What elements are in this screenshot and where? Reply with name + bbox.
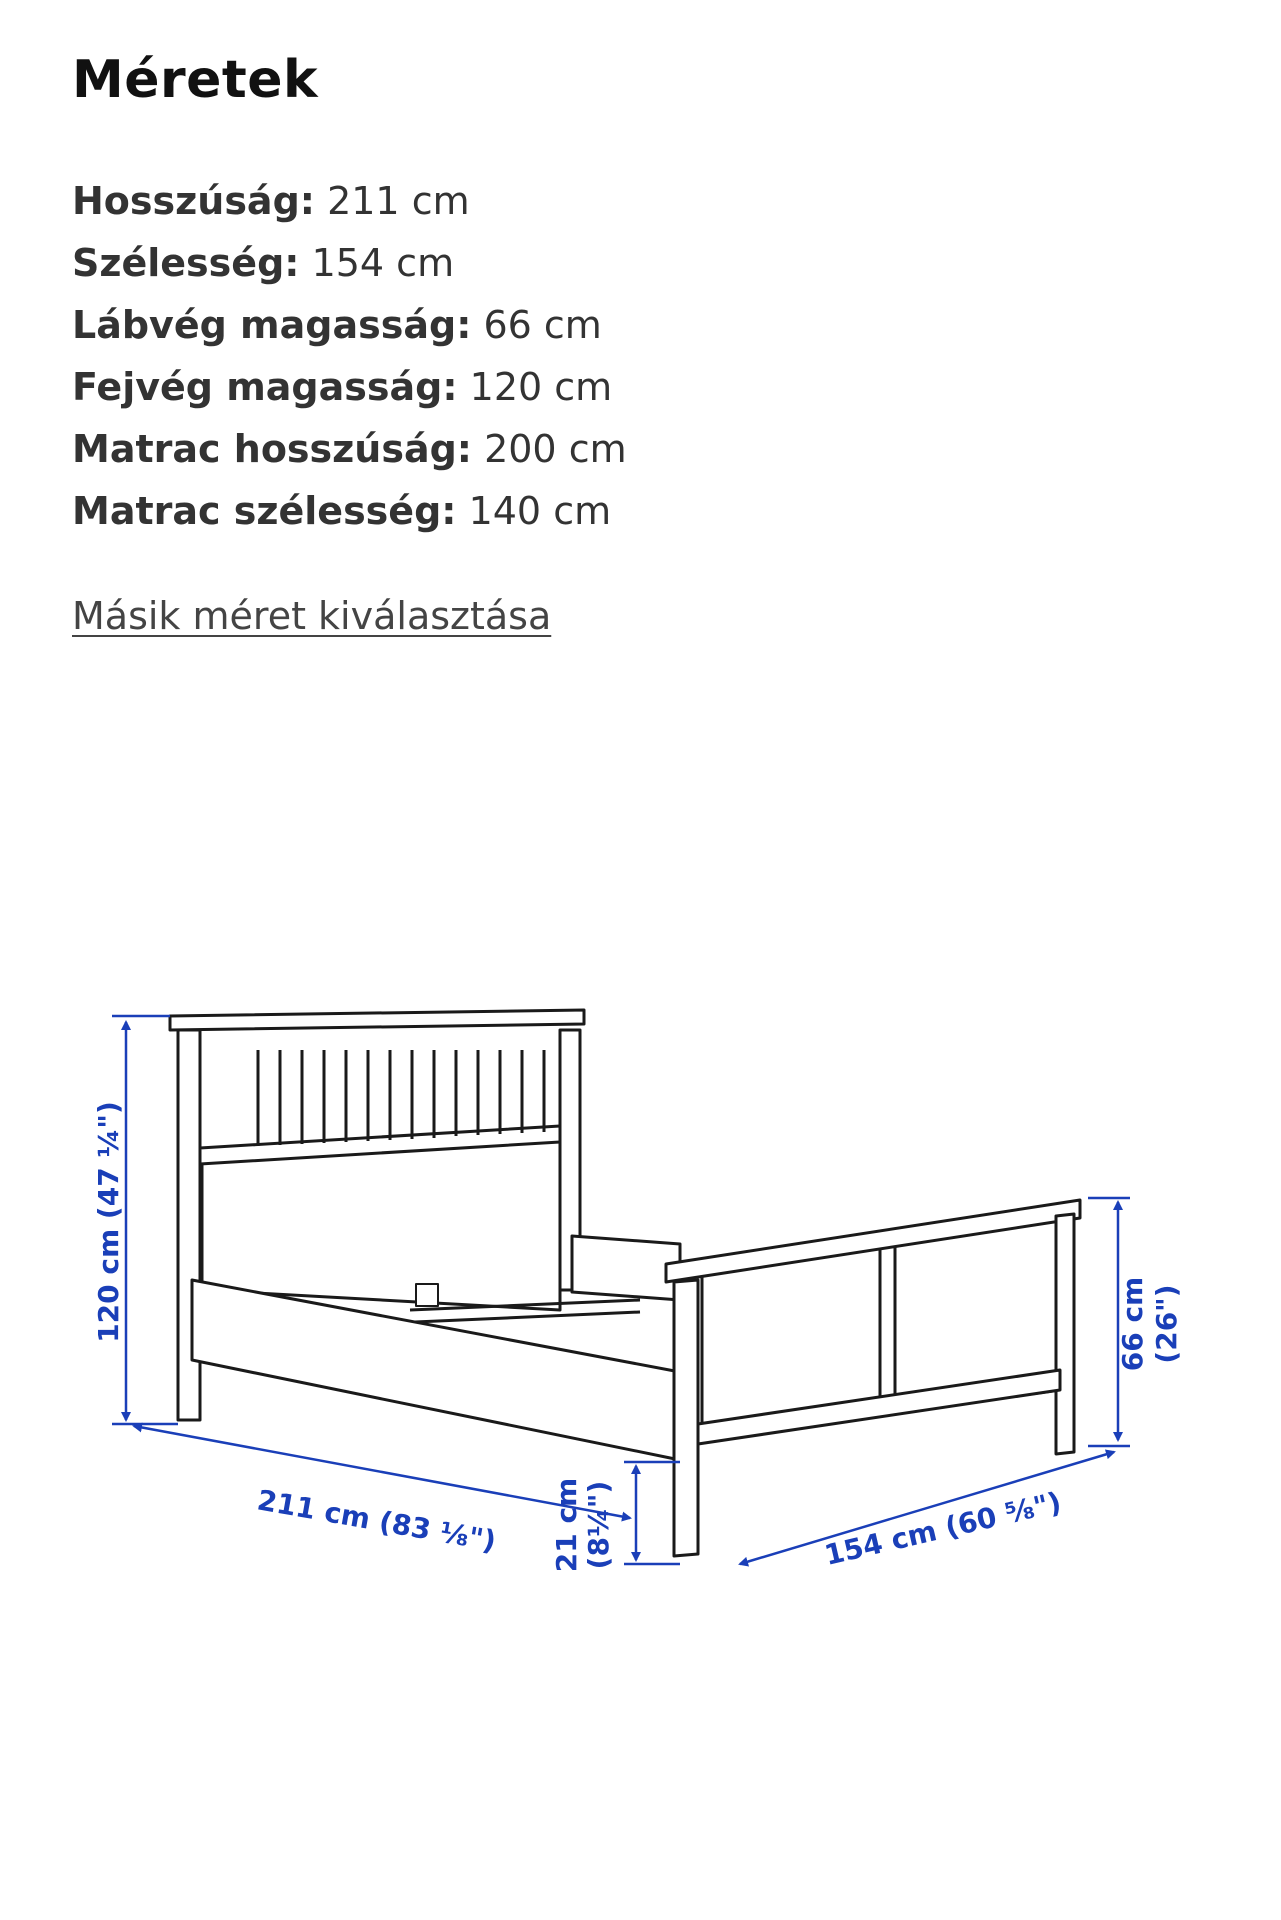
bed-line-art bbox=[170, 1010, 1080, 1556]
dimensions-list bbox=[72, 170, 627, 542]
dimension-value: 120 cm bbox=[469, 365, 613, 409]
dimension-label: Matrac szélesség: bbox=[72, 489, 457, 533]
footboard-height-inch-label: (26") bbox=[1150, 1284, 1183, 1364]
dimension-label: Fejvég magasság: bbox=[72, 365, 458, 409]
width-label: 154 cm (60 ⅝") bbox=[821, 1485, 1065, 1572]
dimension-value: 211 cm bbox=[327, 179, 470, 223]
dimension-item-length bbox=[72, 170, 627, 232]
dimension-item-width bbox=[72, 232, 627, 294]
length-label: 211 cm (83 ⅛") bbox=[254, 1483, 499, 1558]
bed-dimension-drawing bbox=[80, 990, 1200, 1610]
dimension-value: 140 cm bbox=[468, 489, 612, 533]
dimension-label: Hosszúság: bbox=[72, 179, 315, 223]
clearance-inch-label: (8¼") bbox=[582, 1480, 615, 1570]
dimension-item-headboard-height bbox=[72, 356, 627, 418]
dimension-item-footboard-height bbox=[72, 294, 627, 356]
dimension-label: Matrac hosszúság: bbox=[72, 427, 472, 471]
dimension-value: 154 cm bbox=[311, 241, 455, 285]
clearance-label: 21 cm bbox=[550, 1477, 583, 1573]
page-title: Méretek bbox=[72, 50, 319, 110]
dimension-value: 66 cm bbox=[483, 303, 602, 347]
other-size-link[interactable]: Másik méret kiválasztása bbox=[72, 594, 552, 638]
dimension-item-mattress-width bbox=[72, 480, 627, 542]
dimension-label: Lábvég magasság: bbox=[72, 303, 472, 347]
dimension-item-mattress-length bbox=[72, 418, 627, 480]
dimension-value: 200 cm bbox=[484, 427, 627, 471]
dimension-label: Szélesség: bbox=[72, 241, 300, 285]
headboard-height-label: 120 cm (47 ¼") bbox=[92, 1101, 125, 1343]
footboard-height-label: 66 cm bbox=[1116, 1276, 1149, 1372]
